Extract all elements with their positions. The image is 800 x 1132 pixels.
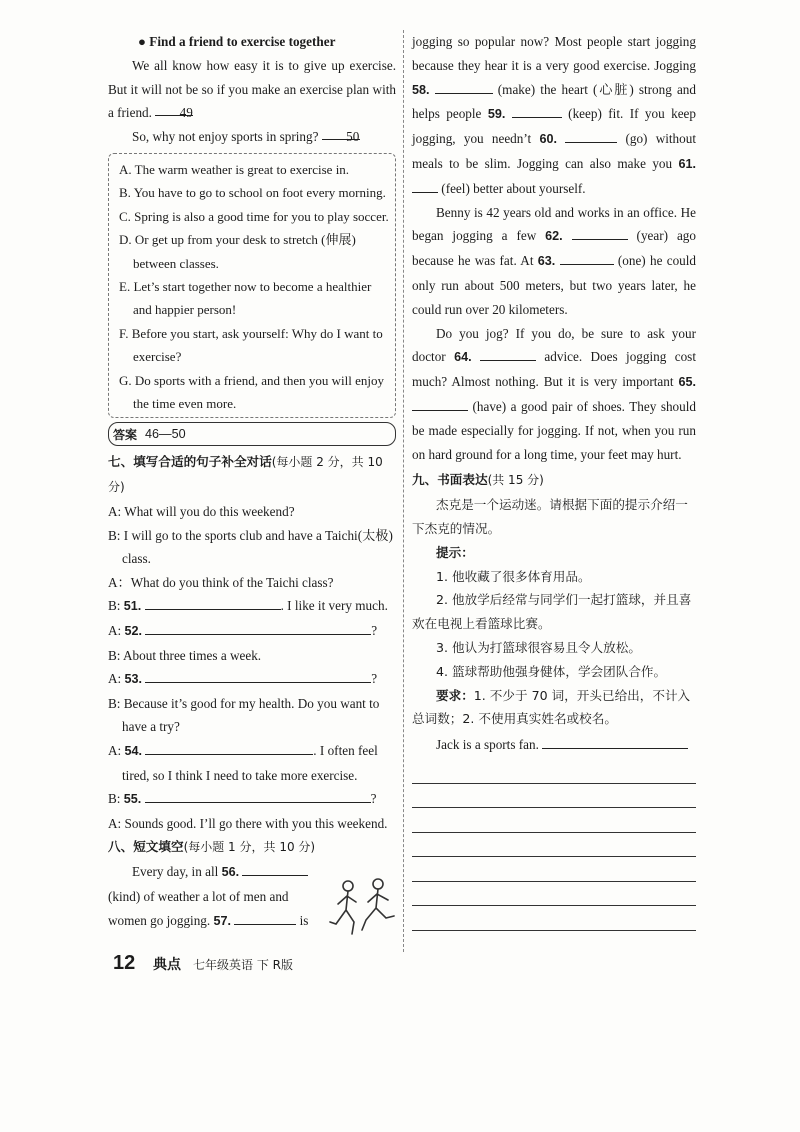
- option-a: A. The warm weather is great to exercise in.: [119, 161, 350, 177]
- blank-62[interactable]: [572, 225, 628, 240]
- right-column: [412, 30, 696, 931]
- writing-line[interactable]: [412, 906, 696, 931]
- book-title: 七年级英语 下 R版: [193, 958, 293, 972]
- requirements: 要求：1. 不少于 70 词，开头已给出，不计入总词数；2. 不使用真实姓名或校名。: [412, 687, 691, 727]
- option-e: E. Let’s start together now to become a healthier and happier person!: [119, 279, 372, 318]
- blank-60[interactable]: [565, 128, 617, 143]
- option-c: C. Spring is also a good time for you to play soccer.: [119, 208, 389, 224]
- dialogue-line: A: Sounds good. I’ll go there with you this weekend.: [108, 815, 388, 831]
- blank-52[interactable]: [145, 620, 371, 635]
- hint-3: 3. 他认为打篮球很容易且令人放松。: [436, 639, 641, 655]
- writing-line[interactable]: [412, 882, 696, 907]
- passage-start: Every day, in all 56. (kind) of weather a lot of men and women go jogging. 57. is: [108, 860, 323, 933]
- dialogue-line: A：What do you think of the Taichi class?: [108, 574, 334, 590]
- blank-55[interactable]: [145, 788, 371, 803]
- writing-line[interactable]: [542, 734, 688, 749]
- answer-range: 46—50: [145, 427, 186, 442]
- writing-line[interactable]: [412, 808, 696, 833]
- hint-label: 提示：: [436, 544, 474, 560]
- advice-paragraph: Do you jog? If you do, be sure to ask your doctor 64. advice. Does jogging cost much? Almost nothing. But it is very important 65. (have) a good pair of shoes. They should be made especially for jogging. If not, when you run on hard ground for a long time, your feet may hurt.: [412, 325, 696, 462]
- jogging-runners-illustration: [326, 876, 402, 940]
- option-g: G. Do sports with a friend, and then you will enjoy the time even more.: [119, 372, 385, 412]
- blank-53[interactable]: [145, 668, 371, 683]
- dialogue-line-52: A: 52. ?: [108, 619, 396, 644]
- blank-57[interactable]: [234, 910, 296, 925]
- dialogue-line: B: About three times a week.: [108, 647, 262, 663]
- hint-2: 2. 他放学后经常与同学们一起打篮球，并且喜欢在电视上看篮球比赛。: [412, 592, 692, 632]
- bullet-icon: ●: [138, 34, 146, 49]
- writing-area[interactable]: [412, 759, 696, 931]
- dialogue-line: B: Because it’s good for my health. Do you want to have a try?: [108, 695, 380, 735]
- page-number: 12: [113, 952, 136, 974]
- section-heading: ● Find a friend to exercise together: [138, 34, 336, 49]
- answer-label: 答案: [113, 427, 138, 442]
- option-b: B. You have to go to school on foot every morning.: [119, 185, 386, 201]
- section-7-title: 七、填写合适的句子补全对话(每小题 2 分，共 10 分): [108, 454, 383, 495]
- column-divider: [403, 30, 404, 952]
- publisher-logo: 典点: [153, 957, 181, 973]
- answer-box[interactable]: [108, 422, 396, 446]
- dialogue-line: B: I will go to the sports club and have a Taichi(太极) class.: [108, 527, 393, 567]
- paragraph-1: We all know how easy it is to give up exercise. But it will not be so if you make an exercise plan with a friend. 49: [108, 57, 396, 121]
- benny-paragraph: Benny is 42 years old and works in an office. He began jogging a few 62. (year) ago because he was fat. At 63. (one) he could only run about 500 meters, but two years later, he could run over 20 kilometers.: [412, 204, 697, 317]
- dialogue-line-53: A: 53. ?: [108, 667, 396, 692]
- blank-59[interactable]: [512, 103, 562, 118]
- blank-51[interactable]: [145, 595, 281, 610]
- section-8-title: 八、短文填空(每小题 1 分，共 10 分): [108, 839, 316, 855]
- blank-50[interactable]: 50: [322, 125, 360, 140]
- option-f: F. Before you start, ask yourself: Why do I want to exercise?: [119, 325, 383, 365]
- writing-line[interactable]: [412, 833, 696, 858]
- hint-1: 1. 他收藏了很多体育用品。: [436, 568, 591, 584]
- blank-58[interactable]: [435, 79, 493, 94]
- left-column: [108, 30, 396, 934]
- page-footer: [113, 950, 403, 990]
- blank-56[interactable]: [242, 861, 308, 876]
- paragraph-2: So, why not enjoy sports in spring? 50: [108, 125, 396, 149]
- options-box: [108, 153, 396, 418]
- blank-61[interactable]: [412, 178, 438, 193]
- blank-65[interactable]: [412, 396, 468, 411]
- passage-continued: jogging so popular now? Most people start jogging because they hear it is a very good exercise. Jogging 58. (make) the heart (心脏) strong and helps people 59. (keep) fit. If you keep jogging, you needn’t 60. (go) without meals to be slim. Jogging can also make you 61. (feel) better about yourself.: [412, 34, 696, 196]
- blank-54[interactable]: [145, 740, 313, 755]
- dialogue-line: A: What will you do this weekend?: [108, 504, 295, 520]
- writing-line[interactable]: [412, 759, 696, 784]
- writing-intro: 杰克是一个运动迷。请根据下面的提示介绍一下杰克的情况。: [412, 497, 688, 536]
- blank-63[interactable]: [560, 250, 614, 265]
- writing-line[interactable]: [412, 857, 696, 882]
- dialogue-line-51: B: 51. . I like it very much.: [108, 594, 396, 619]
- section-9-title: 九、书面表达(共 15 分): [412, 472, 544, 488]
- option-d: D. Or get up from your desk to stretch (伸展) between classes.: [119, 232, 356, 271]
- blank-64[interactable]: [480, 346, 536, 361]
- writing-start: Jack is a sports fan.: [412, 733, 696, 757]
- writing-line[interactable]: [412, 784, 696, 809]
- dialogue-line-55: B: 55. ?: [108, 787, 396, 812]
- blank-49[interactable]: 49: [155, 101, 193, 116]
- dialogue-line-54: A: 54. . I often feel tired, so I think I need to take more exercise.: [108, 739, 396, 787]
- hint-4: 4. 篮球帮助他强身健体，学会团队合作。: [436, 663, 667, 679]
